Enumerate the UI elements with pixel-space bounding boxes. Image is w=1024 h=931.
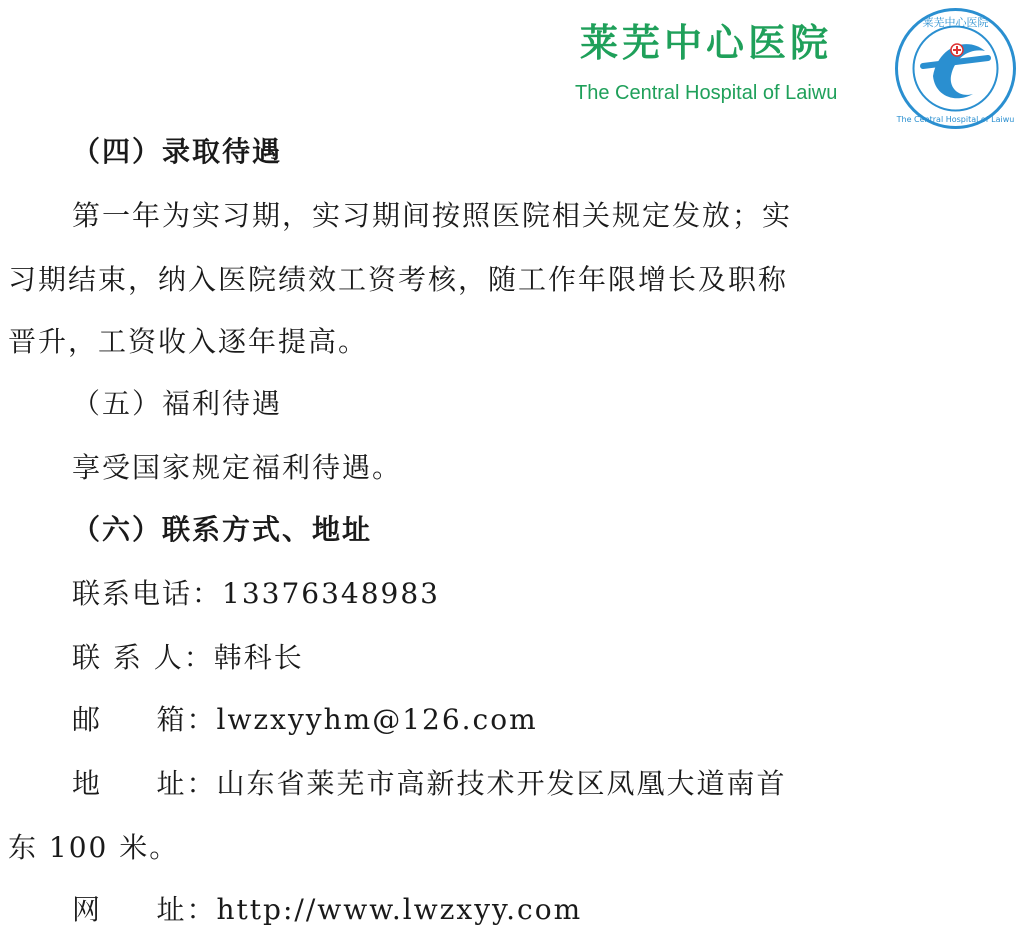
section-4-paragraph-line-1: 第一年为实习期，实习期间按照医院相关规定发放；实 [72, 199, 793, 232]
section-6-title: （六）联系方式、地址 [72, 513, 373, 546]
contact-website: 网 址：http://www.lwzxyy.com [72, 893, 583, 926]
hospital-logo-en: The Central Hospital of Laiwu [575, 82, 838, 104]
contact-address-line-1: 地 址：山东省莱芜市高新技术开发区凤凰大道南首 [72, 767, 787, 800]
section-4-paragraph-line-3: 晋升，工资收入逐年提高。 [8, 325, 369, 358]
contact-address-line-2: 东 100 米。 [8, 831, 180, 864]
contact-email: 邮 箱：lwzxyyhm@126.com [72, 703, 538, 736]
section-5-paragraph: 享受国家规定福利待遇。 [72, 451, 403, 484]
hospital-seal-icon [893, 6, 1018, 131]
contact-phone: 联系电话：13376348983 [72, 577, 440, 610]
section-4-title: （四）录取待遇 [72, 135, 283, 168]
svg-text:莱芜中心医院: 莱芜中心医院 [922, 16, 989, 29]
hospital-logo-cn: 莱芜中心医院 [580, 20, 833, 65]
section-4-paragraph-line-2: 习期结束，纳入医院绩效工资考核，随工作年限增长及职称 [8, 263, 789, 296]
svg-text:The Central Hospital of Laiwu: The Central Hospital of Laiwu [896, 115, 1015, 124]
section-5-title: （五）福利待遇 [72, 387, 283, 420]
contact-person: 联 系 人：韩科长 [72, 641, 304, 674]
